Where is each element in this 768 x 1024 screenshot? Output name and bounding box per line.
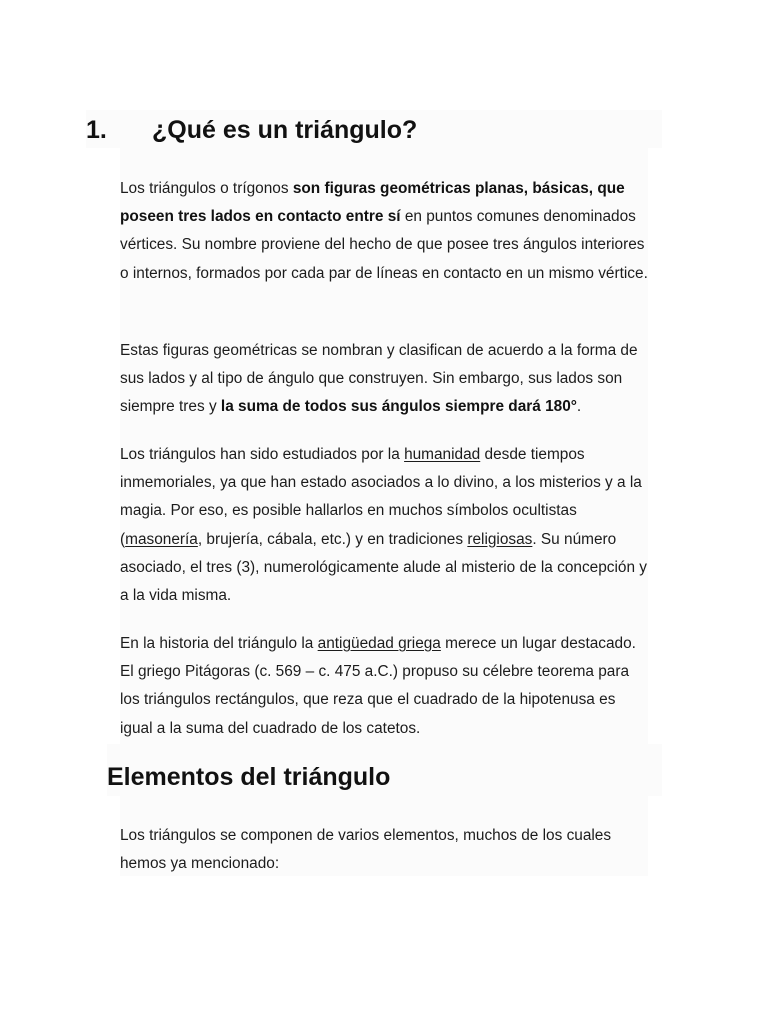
text-run: . [576, 398, 582, 416]
text-run: En la historia del triángulo la [120, 635, 318, 652]
paragraph-3 [120, 441, 650, 610]
section-heading [86, 112, 662, 148]
text-run: Los triángulos han sido estudiados por la [120, 446, 405, 463]
text-run: merece un lugar destacado. El griego Pitágoras (c. 569 – c. 475 a.C.) propuso su célebre teorema para los triángulos rectángulos, que reza que el cuadrado de la hipotenusa es igual a la suma del cuadrado de los catetos. [120, 635, 636, 737]
bold-text: son figuras geométricas planas, básicas, que poseen tres lados en contacto entre sí [120, 180, 625, 226]
section-title: ¿Qué es un triángulo? [152, 116, 418, 144]
section-number: 1. [86, 116, 107, 144]
text-run: Los triángulos o trígonos [120, 180, 293, 197]
section-heading-2: Elementos del triángulo [107, 763, 391, 791]
bold-text: la suma de todos sus ángulos siempre dará 180° [220, 398, 577, 416]
text-run: . Su número asociado, el tres (3), numerológicamente alude al misterio de la concepción y a la vida misma. [120, 530, 647, 605]
text-run: desde tiempos inmemoriales, ya que han estado asociados a lo divino, a los misterios y a la magia. Por eso, es posible hallarlos en muchos símbolos ocultistas ( [120, 446, 642, 548]
link-masoneria[interactable]: masonería [125, 530, 198, 548]
paragraph-2 [120, 337, 650, 422]
text-run: Estas figuras geométricas se nombran y clasifican de acuerdo a la forma de sus lados y al tipo de ángulo que construyen. Sin embargo, sus lados son siempre tres y [120, 342, 638, 416]
link-religiosas[interactable]: religiosas [467, 530, 533, 548]
text-run: , brujería, cábala, etc.) y en tradiciones [197, 530, 468, 548]
text-run: en puntos comunes denominados vértices. Su nombre proviene del hecho de que posee tres ángulos interiores o internos, formados por cada par de líneas en contacto en un mismo vértice. [120, 208, 648, 282]
paragraph-5 [120, 822, 650, 878]
paragraph-1 [120, 175, 650, 288]
text-run: Los triángulos se componen de varios elementos, muchos de los cuales hemos ya mencionado: [120, 827, 612, 873]
link-humanidad[interactable]: humanidad [404, 446, 481, 463]
paragraph-4 [120, 630, 650, 743]
link-antiguedad-griega[interactable]: antigüedad griega [317, 635, 441, 652]
